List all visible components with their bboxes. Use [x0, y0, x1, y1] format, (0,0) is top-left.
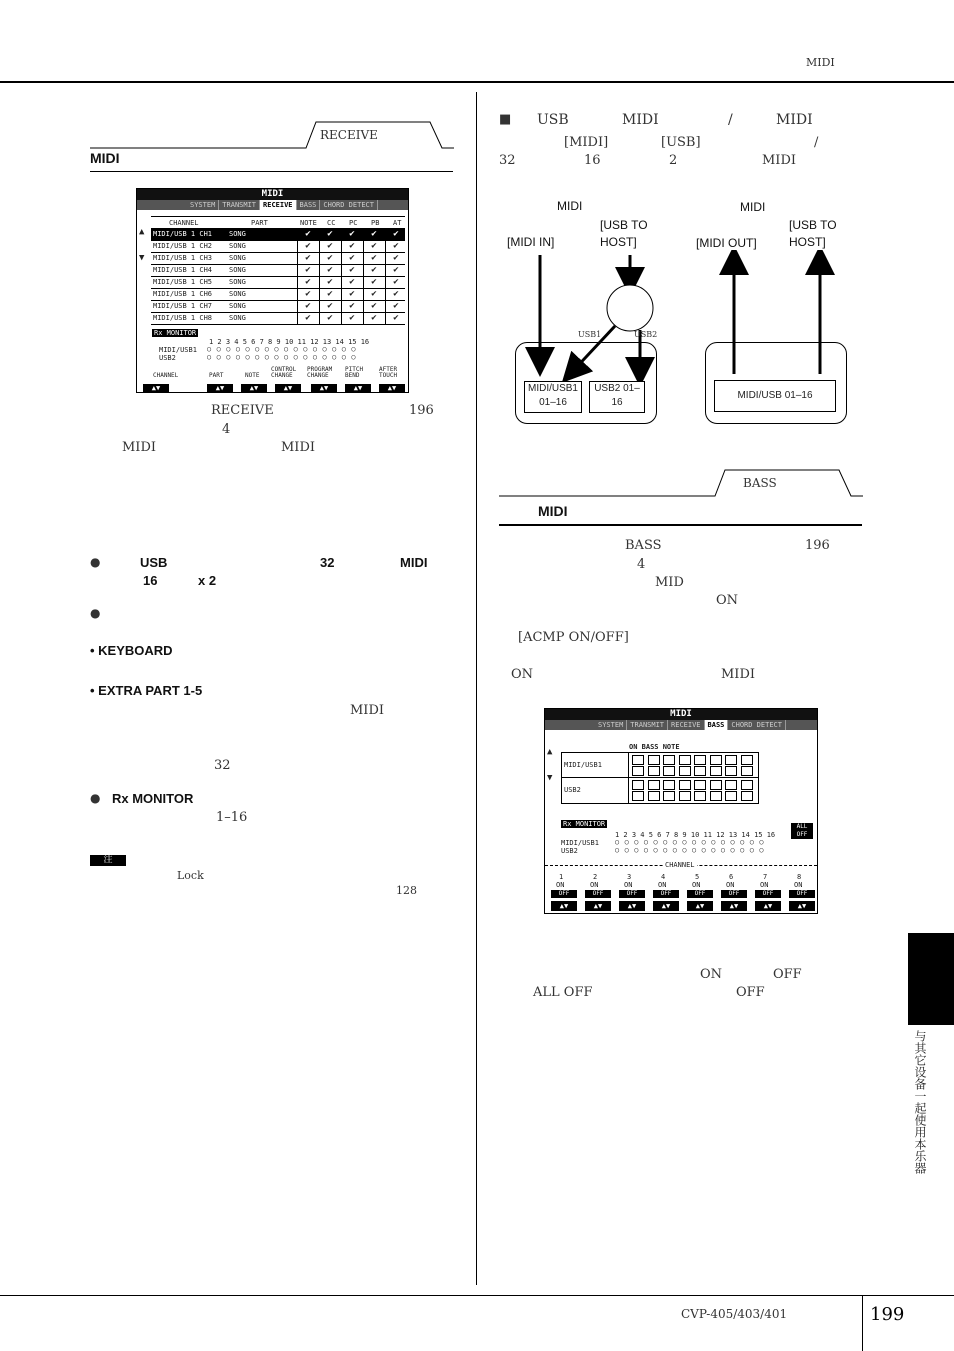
row-channel: MIDI/USB 1 CH8: [153, 314, 213, 322]
footer-after-touch: AFTER TOUCH: [379, 366, 398, 379]
footer-control-change: CONTROL CHANGE: [271, 366, 297, 379]
right-heading-midi: MIDI: [622, 112, 659, 128]
monitor2-row-midi-usb1: MIDI/USB1: [561, 839, 599, 847]
channel-off-button[interactable]: OFF: [585, 890, 611, 898]
row-part: SONG: [229, 242, 246, 250]
check-icon[interactable]: ✔: [385, 276, 406, 288]
check-icon[interactable]: ✔: [341, 228, 362, 240]
channel-number: 6: [729, 873, 734, 881]
right-heading-midi-2: MIDI: [776, 112, 813, 128]
row-channel: MIDI/USB 1 CH1: [153, 230, 213, 238]
bass-channel-checkbox[interactable]: [741, 791, 753, 801]
p1-page: 196: [409, 403, 434, 418]
monitor-row-usb2: USB2: [159, 354, 176, 362]
p1-step: 4: [222, 422, 231, 437]
tab-bass[interactable]: BASS: [297, 200, 321, 210]
tab-transmit[interactable]: TRANSMIT: [219, 200, 260, 210]
r-p4-on: ON: [716, 593, 739, 608]
check-icon[interactable]: ✔: [363, 240, 384, 252]
bass-channel-checkbox[interactable]: [632, 766, 644, 776]
bullet-1-32: 32: [320, 555, 335, 570]
bass-channel-checkbox[interactable]: [710, 791, 722, 801]
check-icon[interactable]: ✔: [341, 312, 362, 324]
check-icon[interactable]: ✔: [385, 228, 406, 240]
bass-channel-checkbox[interactable]: [648, 755, 660, 765]
channel-label: CHANNEL: [665, 861, 695, 869]
check-icon[interactable]: ✔: [319, 252, 340, 264]
footer-program-change: PROGRAM CHANGE: [307, 366, 333, 379]
receive-screen: [136, 188, 409, 393]
bass-channel-checkbox[interactable]: [679, 766, 691, 776]
channel-number: 2: [593, 873, 598, 881]
receive-tab-shape: [90, 118, 454, 154]
check-icon[interactable]: ✔: [319, 228, 340, 240]
row-part: SONG: [229, 314, 246, 322]
port-midi-usb: MIDI/USB 01–16: [714, 380, 836, 412]
screen2-title: MIDI: [545, 709, 817, 720]
bass-channel-checkbox[interactable]: [741, 755, 753, 765]
bass-channel-checkbox[interactable]: [710, 780, 722, 790]
channel-arrow-button[interactable]: ▲▼: [551, 901, 577, 911]
scroll-up-icon[interactable]: ▲: [139, 227, 145, 237]
diag-usb-to-host-2: [USB TO HOST]: [789, 218, 837, 249]
r-p1-bass: BASS: [625, 538, 662, 553]
col-pb: PB: [371, 219, 380, 227]
side-tab-block: [908, 933, 954, 1025]
bass-channel-checkbox[interactable]: [648, 780, 660, 790]
monitor-numbers: 1 2 3 4 5 6 7 8 9 10 11 12 13 14 15 16: [209, 338, 370, 346]
port-midi-usb1: MIDI/USB1 01–16: [524, 381, 582, 413]
channel-on-label: ON: [726, 881, 735, 889]
row-channel: MIDI/USB 1 CH7: [153, 302, 213, 310]
scroll2-up-icon[interactable]: ▲: [547, 747, 553, 757]
left-heading: MIDI: [90, 150, 120, 166]
footer-channel: CHANNEL: [153, 372, 179, 379]
channel-number: 8: [797, 873, 802, 881]
check-icon[interactable]: ✔: [297, 288, 318, 300]
screen-title: MIDI: [137, 189, 408, 200]
channel-arrow-button[interactable]: ▲▼: [789, 901, 815, 911]
bass-channel-checkbox[interactable]: [710, 766, 722, 776]
port-usb2: USB2 01–16: [589, 381, 645, 413]
bass-channel-checkbox[interactable]: [663, 766, 675, 776]
channel-number: 1: [559, 873, 564, 881]
channel-on-label: ON: [760, 881, 769, 889]
footer-pitch-bend: PITCH BEND: [345, 366, 364, 379]
column-divider: [476, 92, 477, 1285]
bullet-1-16: 16: [143, 573, 158, 588]
bullet-3-rx-monitor: Rx MONITOR: [112, 791, 194, 806]
tab-system[interactable]: SYSTEM: [187, 200, 219, 210]
screen-tabs: [137, 200, 408, 210]
sub-extra-part: • EXTRA PART 1-5: [90, 683, 203, 698]
note-lock: Lock: [177, 869, 204, 882]
channel-arrow-button[interactable]: ▲▼: [653, 901, 679, 911]
channel-on-label: ON: [658, 881, 667, 889]
bass-channel-checkbox[interactable]: [663, 791, 675, 801]
check-icon[interactable]: ✔: [363, 300, 384, 312]
at-button[interactable]: ▲▼: [379, 384, 405, 392]
tab2-chord-detect[interactable]: CHORD DETECT: [728, 720, 786, 730]
check-icon[interactable]: ✔: [297, 264, 318, 276]
check-icon[interactable]: ✔: [319, 300, 340, 312]
num-32: 32: [214, 758, 231, 773]
bass-channel-checkbox[interactable]: [725, 791, 737, 801]
tab2-transmit[interactable]: TRANSMIT: [627, 720, 668, 730]
channel-off-button[interactable]: OFF: [721, 890, 747, 898]
running-header: MIDI: [806, 56, 835, 69]
col-pc: PC: [349, 219, 358, 227]
r-p5-acmp: [ACMP ON/OFF]: [518, 630, 629, 645]
row-part: SONG: [229, 278, 246, 286]
monitor-row-midi-usb1: MIDI/USB1: [159, 346, 197, 354]
channel-on-label: ON: [624, 881, 633, 889]
bullet-1-x2: x 2: [198, 573, 217, 588]
r-q1-on: ON: [700, 967, 723, 982]
on-bass-note-header: ON BASS NOTE: [629, 743, 680, 751]
diag-usb2: USB2: [634, 330, 658, 339]
bass-channel-checkbox[interactable]: [648, 791, 660, 801]
bass-channel-checkbox[interactable]: [694, 755, 706, 765]
pc-button[interactable]: ▲▼: [311, 384, 337, 392]
p1-midi-a: MIDI: [122, 440, 157, 455]
channel-number: 3: [627, 873, 632, 881]
check-icon[interactable]: ✔: [363, 252, 384, 264]
col-channel: CHANNEL: [169, 219, 199, 227]
diag-usb-to-host-1: [USB TO HOST]: [600, 218, 648, 249]
monitor2-dots-2: ○ ○ ○ ○ ○ ○ ○ ○ ○ ○ ○ ○ ○ ○ ○ ○: [615, 846, 765, 854]
channel-off-button[interactable]: OFF: [687, 890, 713, 898]
bullet-2-icon: ●: [90, 606, 101, 620]
channel-arrow-button[interactable]: ▲▼: [687, 901, 713, 911]
monitor-dots-1: ○ ○ ○ ○ ○ ○ ○ ○ ○ ○ ○ ○ ○ ○ ○ ○: [207, 345, 357, 353]
bullet-1-icon: ●: [90, 555, 101, 569]
check-icon[interactable]: ✔: [385, 312, 406, 324]
bullet-3-icon: ●: [90, 791, 101, 805]
part-button[interactable]: ▲▼: [207, 384, 233, 392]
check-icon[interactable]: ✔: [319, 288, 340, 300]
check-icon[interactable]: ✔: [341, 240, 362, 252]
footer-divider: [862, 1295, 863, 1351]
monitor-dots-2: ○ ○ ○ ○ ○ ○ ○ ○ ○ ○ ○ ○ ○ ○ ○ ○: [207, 353, 357, 361]
tab2-bass[interactable]: BASS: [705, 720, 729, 730]
receive-tab-label: RECEIVE: [320, 128, 378, 142]
header-rule: [0, 81, 954, 83]
check-icon[interactable]: ✔: [385, 264, 406, 276]
r-p1-196: 196: [805, 538, 830, 553]
channel-off-button[interactable]: OFF: [755, 890, 781, 898]
r-p3-mid: MID: [655, 575, 684, 590]
r-p6-on: ON: [511, 667, 534, 682]
diag-midi-in: [MIDI IN]: [507, 235, 555, 249]
r-line2-32: 32: [499, 153, 516, 168]
channel-off-button[interactable]: OFF: [551, 890, 577, 898]
bass-channel-checkbox[interactable]: [663, 755, 675, 765]
bass-channel-checkbox[interactable]: [741, 766, 753, 776]
r-line1-usb: [USB]: [661, 135, 701, 150]
r-line1-slash: /: [814, 135, 819, 150]
channel-arrow-button[interactable]: ▲▼: [619, 901, 645, 911]
range-1-16: 1–16: [216, 810, 248, 825]
bass-row-midi-usb1: MIDI/USB1: [564, 761, 602, 769]
col-part: PART: [251, 219, 268, 227]
bass-row-usb2: USB2: [564, 786, 581, 794]
row-part: SONG: [229, 290, 246, 298]
bass-channel-checkbox[interactable]: [632, 780, 644, 790]
check-icon[interactable]: ✔: [385, 288, 406, 300]
all-off-button[interactable]: ALL OFF: [791, 823, 813, 839]
r-q2-alloff: ALL OFF: [533, 985, 593, 1000]
bass-channel-checkbox[interactable]: [710, 755, 722, 765]
bass-channel-checkbox[interactable]: [725, 780, 737, 790]
footer-model: CVP-405/403/401: [681, 1307, 788, 1321]
right-heading-square: ■: [499, 112, 512, 127]
bass-screen: [544, 708, 818, 914]
bass-channel-checkbox[interactable]: [741, 780, 753, 790]
diag-usb1: USB1: [578, 330, 602, 339]
bullet-1-usb: USB: [140, 555, 168, 570]
note-button[interactable]: ▲▼: [241, 384, 267, 392]
bullet-1-midi: MIDI: [400, 555, 428, 570]
tab-receive[interactable]: RECEIVE: [260, 200, 297, 210]
bass-tab-shape: [499, 466, 863, 502]
bass-channel-checkbox[interactable]: [632, 791, 644, 801]
row-channel: MIDI/USB 1 CH2: [153, 242, 213, 250]
row-part: SONG: [229, 302, 246, 310]
check-icon[interactable]: ✔: [319, 276, 340, 288]
note-badge-label: 注: [103, 855, 113, 865]
p1-midi-b: MIDI: [281, 440, 316, 455]
side-tab-text: 与其它设备一起使用本乐器: [913, 1030, 927, 1174]
r-p2-4: 4: [637, 557, 646, 572]
bass-tab-label: BASS: [743, 476, 777, 490]
receive-row[interactable]: [151, 312, 405, 325]
check-icon[interactable]: ✔: [363, 288, 384, 300]
channel-on-label: ON: [556, 881, 565, 889]
r-line2-2: 2: [669, 153, 678, 168]
bass-channel-checkbox[interactable]: [679, 755, 691, 765]
screen2-tabs: [545, 720, 817, 730]
channel-arrow-button[interactable]: ▲▼: [721, 901, 747, 911]
channel-off-button[interactable]: OFF: [619, 890, 645, 898]
footer-labels: [137, 367, 408, 379]
bass-channel-checkbox[interactable]: [694, 791, 706, 801]
col-note: NOTE: [300, 219, 317, 227]
check-icon[interactable]: ✔: [341, 276, 362, 288]
diag-midi-out: [MIDI OUT]: [696, 236, 757, 250]
monitor2-row-usb2: USB2: [561, 847, 578, 855]
tab2-receive[interactable]: RECEIVE: [668, 720, 705, 730]
row-part: SONG: [229, 254, 246, 262]
channel-button[interactable]: ▲▼: [143, 384, 169, 392]
diag-right-midi: MIDI: [740, 200, 766, 214]
bass-channel-checkbox[interactable]: [725, 755, 737, 765]
channel-on-label: ON: [692, 881, 701, 889]
check-icon[interactable]: ✔: [297, 312, 318, 324]
channel-on-label: ON: [794, 881, 803, 889]
bass-channel-checkbox[interactable]: [663, 780, 675, 790]
rx-monitor2-label: Rx MONITOR: [563, 820, 606, 828]
bass-channel-checkbox[interactable]: [632, 755, 644, 765]
footer-part: PART: [209, 372, 224, 379]
r-p6-midi: MIDI: [721, 667, 756, 682]
r-line1-midi: [MIDI]: [564, 135, 609, 150]
check-icon[interactable]: ✔: [319, 240, 340, 252]
check-icon[interactable]: ✔: [319, 264, 340, 276]
right-heading-slash: /: [728, 112, 733, 128]
right-heading-usb: USB: [537, 112, 569, 128]
row-channel: MIDI/USB 1 CH4: [153, 266, 213, 274]
bass-grid: [561, 752, 759, 804]
monitor2-numbers: 1 2 3 4 5 6 7 8 9 10 11 12 13 14 15 16: [615, 831, 776, 839]
bass-channel-checkbox[interactable]: [725, 766, 737, 776]
check-icon[interactable]: ✔: [363, 312, 384, 324]
row-part: SONG: [229, 230, 246, 238]
bass-channel-checkbox[interactable]: [694, 766, 706, 776]
r-q1-off: OFF: [773, 967, 802, 982]
scroll-down-icon[interactable]: ▼: [139, 253, 145, 263]
tab2-system[interactable]: SYSTEM: [595, 720, 627, 730]
row-channel: MIDI/USB 1 CH6: [153, 290, 213, 298]
channel-number: 7: [763, 873, 768, 881]
tab-chord-detect[interactable]: CHORD DETECT: [320, 200, 378, 210]
r-line2-16: 16: [584, 153, 601, 168]
right-heading-2-rule: [499, 524, 862, 526]
channel-number: 4: [661, 873, 666, 881]
check-icon[interactable]: ✔: [341, 288, 362, 300]
check-icon[interactable]: ✔: [341, 264, 362, 276]
check-icon[interactable]: ✔: [297, 240, 318, 252]
check-icon[interactable]: ✔: [297, 252, 318, 264]
col-at: AT: [393, 219, 402, 227]
channel-number: 5: [695, 873, 700, 881]
cc-button[interactable]: ▲▼: [275, 384, 301, 392]
pb-button[interactable]: ▲▼: [345, 384, 371, 392]
scroll2-down-icon[interactable]: ▼: [547, 773, 553, 783]
left-heading-rule: [90, 171, 453, 172]
footer-note: NOTE: [245, 372, 260, 379]
check-icon[interactable]: ✔: [363, 264, 384, 276]
channel-off-button[interactable]: OFF: [789, 890, 815, 898]
check-icon[interactable]: ✔: [341, 300, 362, 312]
check-icon[interactable]: ✔: [385, 240, 406, 252]
rx-monitor-label: Rx MONITOR: [154, 329, 197, 337]
bass-channel-checkbox[interactable]: [679, 791, 691, 801]
check-icon[interactable]: ✔: [297, 276, 318, 288]
bass-channel-checkbox[interactable]: [679, 780, 691, 790]
footer-rule: [0, 1295, 954, 1296]
check-icon[interactable]: ✔: [297, 300, 318, 312]
channel-arrow-button[interactable]: ▲▼: [755, 901, 781, 911]
check-icon[interactable]: ✔: [385, 252, 406, 264]
row-channel: MIDI/USB 1 CH3: [153, 254, 213, 262]
check-icon[interactable]: ✔: [363, 276, 384, 288]
note-badge: [90, 855, 126, 866]
monitor2-dots-1: ○ ○ ○ ○ ○ ○ ○ ○ ○ ○ ○ ○ ○ ○ ○ ○: [615, 838, 765, 846]
sub-extra-midi: MIDI: [350, 703, 385, 718]
p1-receive: RECEIVE: [211, 403, 274, 418]
channel-off-button[interactable]: OFF: [653, 890, 679, 898]
note-128: 128: [396, 884, 417, 897]
right-heading-2: MIDI: [538, 503, 568, 519]
check-icon[interactable]: ✔: [363, 228, 384, 240]
bass-channel-checkbox[interactable]: [694, 780, 706, 790]
check-icon[interactable]: ✔: [341, 252, 362, 264]
r-q2-off: OFF: [736, 985, 765, 1000]
check-icon[interactable]: ✔: [385, 300, 406, 312]
r-line2-midi: MIDI: [762, 153, 797, 168]
row-channel: MIDI/USB 1 CH5: [153, 278, 213, 286]
page-number: 199: [870, 1304, 905, 1325]
sub-keyboard: • KEYBOARD: [90, 643, 173, 658]
row-part: SONG: [229, 266, 246, 274]
bass-channel-checkbox[interactable]: [648, 766, 660, 776]
channel-arrow-button[interactable]: ▲▼: [585, 901, 611, 911]
col-cc: CC: [327, 219, 336, 227]
check-icon[interactable]: ✔: [297, 228, 318, 240]
check-icon[interactable]: ✔: [319, 312, 340, 324]
channel-on-label: ON: [590, 881, 599, 889]
diag-left-midi: MIDI: [557, 199, 583, 213]
